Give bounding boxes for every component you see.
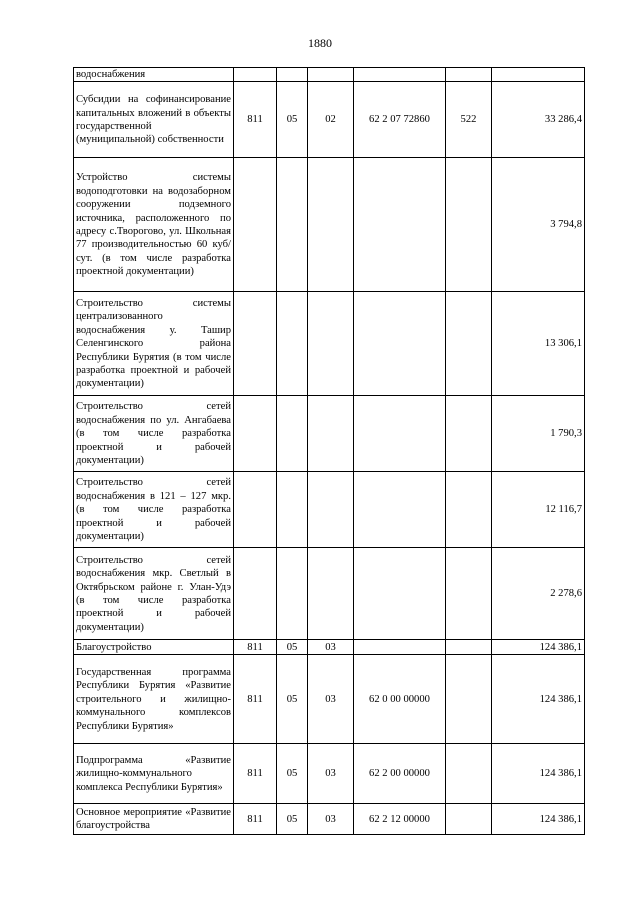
table-row bbox=[74, 804, 585, 835]
section-code: 05 bbox=[277, 744, 308, 804]
row-name: Субсидии на софинансирование капитальных вложений в объекты государственной (муниципальной) собственности bbox=[74, 82, 234, 158]
section-code: 05 bbox=[277, 82, 308, 158]
amount: 124 386,1 bbox=[492, 655, 585, 744]
table-row bbox=[74, 744, 585, 804]
section-code: 05 bbox=[277, 655, 308, 744]
target-code bbox=[354, 68, 446, 82]
section-code bbox=[277, 68, 308, 82]
subsection-code: 03 bbox=[308, 804, 354, 835]
row-name: Подпрограмма «Развитие жилищно-коммунального комплекса Республики Бурятия» bbox=[74, 744, 234, 804]
subsection-code bbox=[308, 396, 354, 472]
expense-kind-code bbox=[446, 640, 492, 655]
budget-table bbox=[73, 67, 585, 835]
amount: 124 386,1 bbox=[492, 804, 585, 835]
section-code: 05 bbox=[277, 640, 308, 655]
admin-code bbox=[234, 548, 277, 640]
table-row bbox=[74, 472, 585, 548]
target-code: 62 2 07 72860 bbox=[354, 82, 446, 158]
expense-kind-code: 522 bbox=[446, 82, 492, 158]
section-code bbox=[277, 472, 308, 548]
page-number: 1880 bbox=[308, 36, 332, 50]
admin-code bbox=[234, 158, 277, 292]
row-name: водоснабжения bbox=[74, 68, 234, 82]
target-code bbox=[354, 396, 446, 472]
subsection-code bbox=[308, 472, 354, 548]
row-name: Основное мероприятие «Развитие благоустройства bbox=[74, 804, 234, 835]
subsection-code bbox=[308, 158, 354, 292]
table-row bbox=[74, 548, 585, 640]
amount: 12 116,7 bbox=[492, 472, 585, 548]
expense-kind-code bbox=[446, 655, 492, 744]
admin-code: 811 bbox=[234, 655, 277, 744]
amount: 2 278,6 bbox=[492, 548, 585, 640]
admin-code: 811 bbox=[234, 744, 277, 804]
subsection-code bbox=[308, 68, 354, 82]
expense-kind-code bbox=[446, 292, 492, 396]
section-code bbox=[277, 396, 308, 472]
expense-kind-code bbox=[446, 744, 492, 804]
amount: 33 286,4 bbox=[492, 82, 585, 158]
row-name: Строительство сетей водоснабжения в 121 – 127 мкр. (в том числе разработка проектной и рабочей документации) bbox=[74, 472, 234, 548]
expense-kind-code bbox=[446, 472, 492, 548]
row-name: Устройство системы водоподготовки на водозаборном сооружении подземного источника, расположенного по адресу с.Творогово, ул. Школьная 77 производительностью 60 куб/сут. (в том числе разработка проектной документации) bbox=[74, 158, 234, 292]
section-code bbox=[277, 292, 308, 396]
table-row bbox=[74, 396, 585, 472]
table-row bbox=[74, 82, 585, 158]
target-code bbox=[354, 158, 446, 292]
admin-code bbox=[234, 396, 277, 472]
subsection-code: 02 bbox=[308, 82, 354, 158]
section-code bbox=[277, 158, 308, 292]
table-row bbox=[74, 158, 585, 292]
table-row bbox=[74, 640, 585, 655]
target-code: 62 2 12 00000 bbox=[354, 804, 446, 835]
amount: 124 386,1 bbox=[492, 744, 585, 804]
target-code bbox=[354, 548, 446, 640]
amount: 13 306,1 bbox=[492, 292, 585, 396]
admin-code bbox=[234, 68, 277, 82]
table-row bbox=[74, 655, 585, 744]
row-name: Государственная программа Республики Бурятия «Развитие строительного и жилищно-коммунального комплексов Республики Бурятия» bbox=[74, 655, 234, 744]
row-name: Строительство сетей водоснабжения по ул. Ангабаева (в том числе разработка проектной и рабочей документации) bbox=[74, 396, 234, 472]
expense-kind-code bbox=[446, 396, 492, 472]
subsection-code: 03 bbox=[308, 655, 354, 744]
row-name: Строительство системы централизованного водоснабжения у. Ташир Селенгинского района Республики Бурятия (в том числе разработка проектной и рабочей документации) bbox=[74, 292, 234, 396]
row-name: Строительство сетей водоснабжения мкр. Светлый в Октябрьском районе г. Улан-Удэ (в том числе разработка проектной и рабочей документации) bbox=[74, 548, 234, 640]
subsection-code bbox=[308, 548, 354, 640]
admin-code: 811 bbox=[234, 804, 277, 835]
table-row bbox=[74, 292, 585, 396]
expense-kind-code bbox=[446, 68, 492, 82]
target-code: 62 2 00 00000 bbox=[354, 744, 446, 804]
amount: 124 386,1 bbox=[492, 640, 585, 655]
admin-code bbox=[234, 292, 277, 396]
expense-kind-code bbox=[446, 158, 492, 292]
amount: 1 790,3 bbox=[492, 396, 585, 472]
amount bbox=[492, 68, 585, 82]
expense-kind-code bbox=[446, 548, 492, 640]
subsection-code: 03 bbox=[308, 640, 354, 655]
target-code: 62 0 00 00000 bbox=[354, 655, 446, 744]
subsection-code bbox=[308, 292, 354, 396]
row-name: Благоустройство bbox=[74, 640, 234, 655]
amount: 3 794,8 bbox=[492, 158, 585, 292]
admin-code: 811 bbox=[234, 82, 277, 158]
section-code: 05 bbox=[277, 804, 308, 835]
target-code bbox=[354, 472, 446, 548]
admin-code: 811 bbox=[234, 640, 277, 655]
section-code bbox=[277, 548, 308, 640]
admin-code bbox=[234, 472, 277, 548]
target-code bbox=[354, 640, 446, 655]
table-row bbox=[74, 68, 585, 82]
target-code bbox=[354, 292, 446, 396]
expense-kind-code bbox=[446, 804, 492, 835]
subsection-code: 03 bbox=[308, 744, 354, 804]
